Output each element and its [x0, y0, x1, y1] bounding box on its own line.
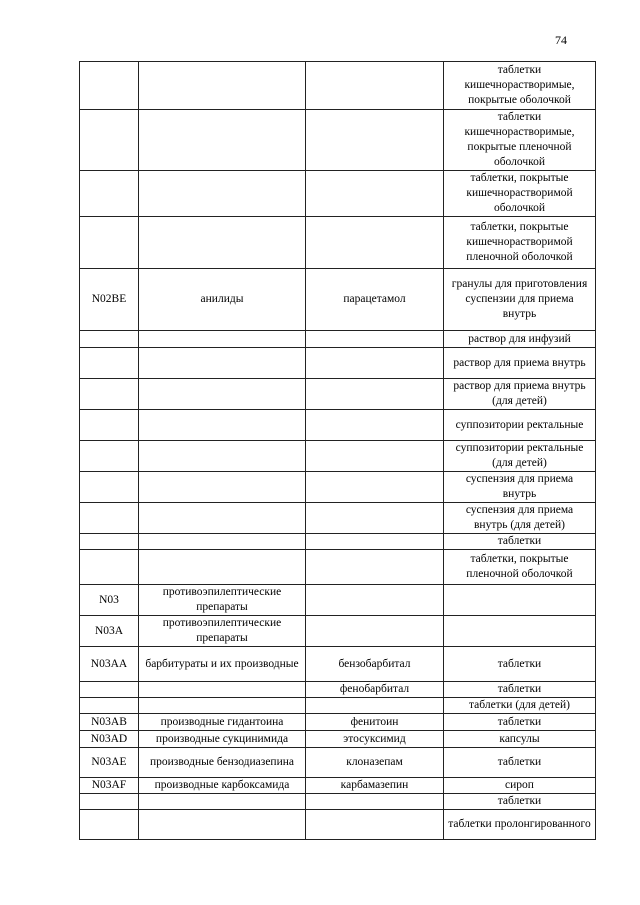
atc-code-cell	[80, 472, 139, 503]
group-cell	[139, 698, 306, 714]
atc-code-cell	[80, 441, 139, 472]
substance-cell	[306, 410, 444, 441]
table-row	[80, 585, 596, 616]
group-cell	[139, 410, 306, 441]
substance-cell	[306, 441, 444, 472]
group-cell	[139, 794, 306, 810]
dosage-form-cell: таблетки	[444, 534, 596, 550]
substance-cell	[306, 794, 444, 810]
table-row	[80, 698, 596, 714]
substance-cell	[306, 110, 444, 171]
atc-code-cell	[80, 217, 139, 269]
atc-code-cell: N03AE	[80, 748, 139, 778]
drug-table-body	[80, 62, 596, 840]
table-row	[80, 682, 596, 698]
group-cell: производные карбоксамида	[139, 778, 306, 794]
table-row	[80, 748, 596, 778]
atc-code-cell	[80, 410, 139, 441]
group-cell	[139, 379, 306, 410]
substance-cell	[306, 331, 444, 348]
group-cell	[139, 472, 306, 503]
dosage-form-cell: таблетки	[444, 714, 596, 731]
dosage-form-cell: таблетки	[444, 794, 596, 810]
table-row	[80, 171, 596, 217]
table-row	[80, 550, 596, 585]
atc-code-cell: N03AA	[80, 647, 139, 682]
substance-cell	[306, 379, 444, 410]
table-row	[80, 379, 596, 410]
group-cell: производные бензодиазепина	[139, 748, 306, 778]
substance-cell	[306, 810, 444, 840]
table-row	[80, 714, 596, 731]
dosage-form-cell: капсулы	[444, 731, 596, 748]
substance-cell	[306, 698, 444, 714]
group-cell	[139, 62, 306, 110]
table-row	[80, 441, 596, 472]
atc-code-cell: N03A	[80, 616, 139, 647]
atc-code-cell	[80, 682, 139, 698]
group-cell: анилиды	[139, 269, 306, 331]
group-cell	[139, 441, 306, 472]
group-cell	[139, 110, 306, 171]
table-row	[80, 62, 596, 110]
atc-code-cell	[80, 331, 139, 348]
atc-code-cell: N03AD	[80, 731, 139, 748]
substance-cell: клоназепам	[306, 748, 444, 778]
table-row	[80, 269, 596, 331]
dosage-form-cell: таблетки	[444, 647, 596, 682]
dosage-form-cell	[444, 616, 596, 647]
group-cell: производные сукцинимида	[139, 731, 306, 748]
table-row	[80, 410, 596, 441]
substance-cell	[306, 550, 444, 585]
dosage-form-cell: суппозитории ректальные	[444, 410, 596, 441]
dosage-form-cell: таблетки пролонгированного	[444, 810, 596, 840]
table-row	[80, 810, 596, 840]
atc-code-cell	[80, 503, 139, 534]
dosage-form-cell: гранулы для приготовления суспензии для приема внутрь	[444, 269, 596, 331]
group-cell	[139, 503, 306, 534]
substance-cell	[306, 503, 444, 534]
group-cell	[139, 534, 306, 550]
atc-code-cell: N03AF	[80, 778, 139, 794]
dosage-form-cell: таблетки, покрытые кишечнорастворимой оболочкой	[444, 171, 596, 217]
atc-code-cell	[80, 110, 139, 171]
table-row	[80, 731, 596, 748]
page-number: 74	[555, 33, 567, 47]
substance-cell: бензобарбитал	[306, 647, 444, 682]
group-cell	[139, 348, 306, 379]
atc-code-cell: N03AB	[80, 714, 139, 731]
group-cell: производные гидантоина	[139, 714, 306, 731]
dosage-form-cell: сироп	[444, 778, 596, 794]
dosage-form-cell: таблетки, покрытые пленочной оболочкой	[444, 550, 596, 585]
substance-cell	[306, 472, 444, 503]
atc-code-cell	[80, 62, 139, 110]
dosage-form-cell: раствор для инфузий	[444, 331, 596, 348]
substance-cell	[306, 171, 444, 217]
substance-cell	[306, 217, 444, 269]
table-row	[80, 794, 596, 810]
group-cell	[139, 550, 306, 585]
group-cell	[139, 171, 306, 217]
dosage-form-cell: таблетки кишечнорастворимые, покрытые пленочной оболочкой	[444, 110, 596, 171]
group-cell: противоэпилептические препараты	[139, 616, 306, 647]
table-row	[80, 472, 596, 503]
dosage-form-cell: раствор для приема внутрь (для детей)	[444, 379, 596, 410]
table-row	[80, 348, 596, 379]
atc-code-cell	[80, 171, 139, 217]
group-cell	[139, 682, 306, 698]
substance-cell	[306, 534, 444, 550]
atc-code-cell	[80, 379, 139, 410]
atc-code-cell	[80, 534, 139, 550]
substance-cell: фенобарбитал	[306, 682, 444, 698]
table-row	[80, 778, 596, 794]
dosage-form-cell: таблетки кишечнорастворимые, покрытые оболочкой	[444, 62, 596, 110]
dosage-form-cell: раствор для приема внутрь	[444, 348, 596, 379]
substance-cell: парацетамол	[306, 269, 444, 331]
table-row	[80, 110, 596, 171]
atc-code-cell	[80, 810, 139, 840]
dosage-form-cell: таблетки (для детей)	[444, 698, 596, 714]
atc-code-cell: N03	[80, 585, 139, 616]
group-cell	[139, 217, 306, 269]
atc-code-cell	[80, 348, 139, 379]
drug-table	[79, 61, 596, 840]
substance-cell	[306, 616, 444, 647]
atc-code-cell	[80, 698, 139, 714]
group-cell: барбитураты и их производные	[139, 647, 306, 682]
substance-cell	[306, 585, 444, 616]
group-cell	[139, 331, 306, 348]
atc-code-cell: N02BE	[80, 269, 139, 331]
group-cell: противоэпилептические препараты	[139, 585, 306, 616]
table-row	[80, 217, 596, 269]
dosage-form-cell: суспензия для приема внутрь	[444, 472, 596, 503]
substance-cell: этосуксимид	[306, 731, 444, 748]
atc-code-cell	[80, 550, 139, 585]
dosage-form-cell: суспензия для приема внутрь (для детей)	[444, 503, 596, 534]
dosage-form-cell: таблетки	[444, 682, 596, 698]
substance-cell: фенитоин	[306, 714, 444, 731]
substance-cell	[306, 62, 444, 110]
dosage-form-cell: таблетки, покрытые кишечнорастворимой пленочной оболочкой	[444, 217, 596, 269]
atc-code-cell	[80, 794, 139, 810]
table-row	[80, 331, 596, 348]
substance-cell: карбамазепин	[306, 778, 444, 794]
dosage-form-cell: таблетки	[444, 748, 596, 778]
table-row	[80, 647, 596, 682]
group-cell	[139, 810, 306, 840]
substance-cell	[306, 348, 444, 379]
table-row	[80, 616, 596, 647]
table-row	[80, 503, 596, 534]
table-row	[80, 534, 596, 550]
dosage-form-cell	[444, 585, 596, 616]
dosage-form-cell: суппозитории ректальные (для детей)	[444, 441, 596, 472]
